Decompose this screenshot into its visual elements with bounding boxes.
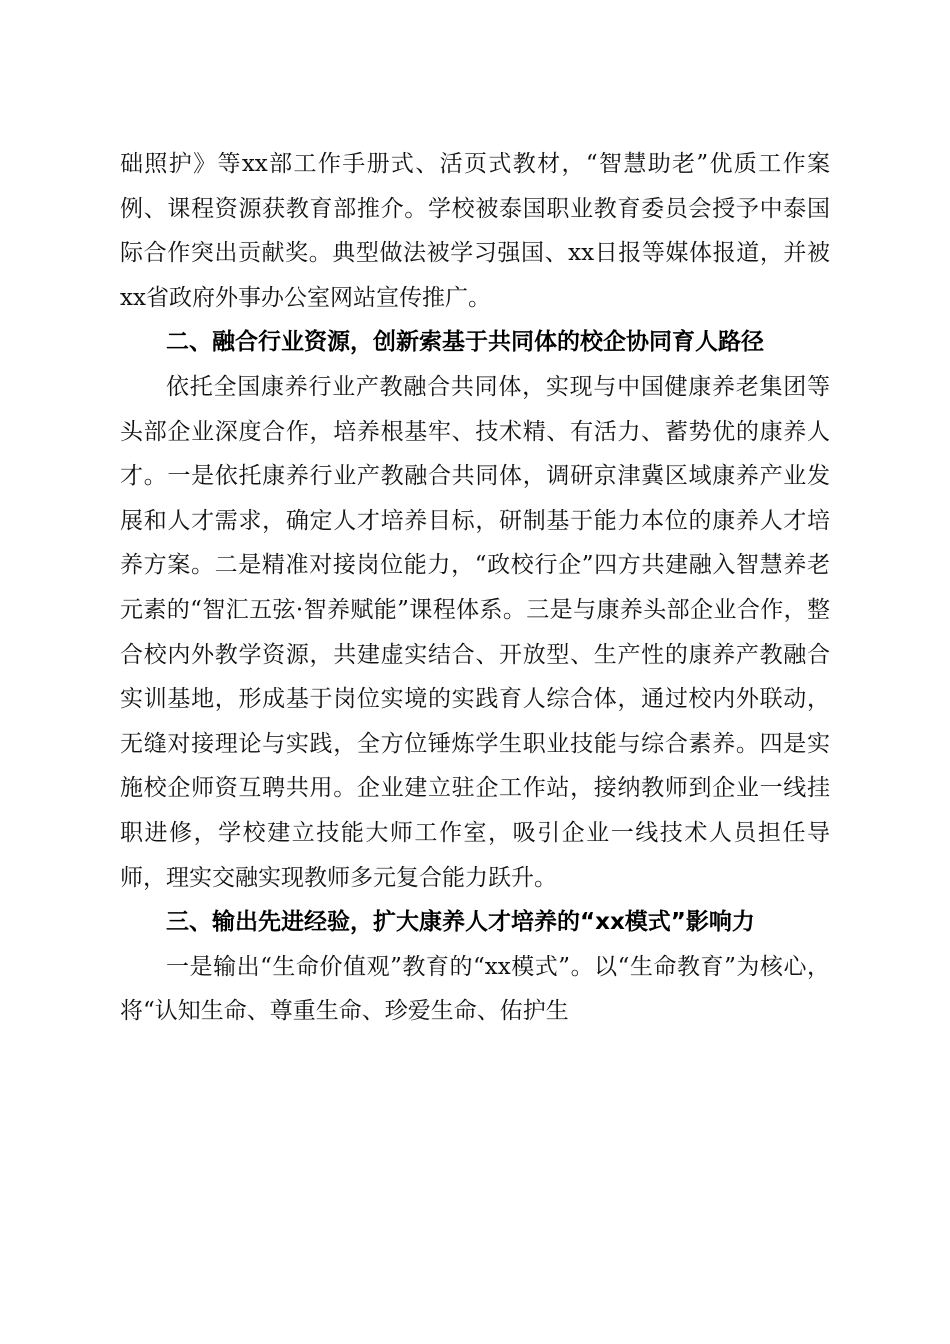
section-heading-2: 二、融合行业资源，创新索基于共同体的校企协同育人路径	[166, 329, 764, 356]
paragraph-continuation: 础照护》等xx部工作手册式、活页式教材，“智慧助老”优质工作案例、课程资源获教育部推介。学校被泰国职业教育委员会授予中泰国际合作突出贡献奖。典型做法被学习强国、xx日报等媒体报道，并被xx省政府外事办公室网站宣传推广。	[120, 151, 830, 311]
paragraph-section-3: 一是输出“生命价值观”教育的“xx模式”。以“生命教育”为核心，将“认知生命、尊重生命、珍爱生命、佑护生	[120, 953, 830, 1025]
document-body	[120, 142, 830, 1034]
paragraph-section-2: 依托全国康养行业产教融合共同体，实现与中国健康养老集团等头部企业深度合作，培养根基牢、技术精、有活力、蓄势优的康养人才。一是依托康养行业产教融合共同体，调研京津冀区域康养产业发展和人才需求，确定人才培养目标，研制基于能力本位的康养人才培养方案。二是精准对接岗位能力，“政校行企”四方共建融入智慧养老元素的“智汇五弦·智养赋能”课程体系。三是与康养头部企业合作，整合校内外教学资源，共建虚实结合、开放型、生产性的康养产教融合实训基地，形成基于岗位实境的实践育人综合体，通过校内外联动，无缝对接理论与实践，全方位锤炼学生职业技能与综合素养。四是实施校企师资互聘共用。企业建立驻企工作站，接纳教师到企业一线挂职进修，学校建立技能大师工作室，吸引企业一线技术人员担任导师，理实交融实现教师多元复合能力跃升。	[120, 373, 830, 891]
section-heading-3: 三、输出先进经验，扩大康养人才培养的“xx模式”影响力	[166, 909, 755, 936]
